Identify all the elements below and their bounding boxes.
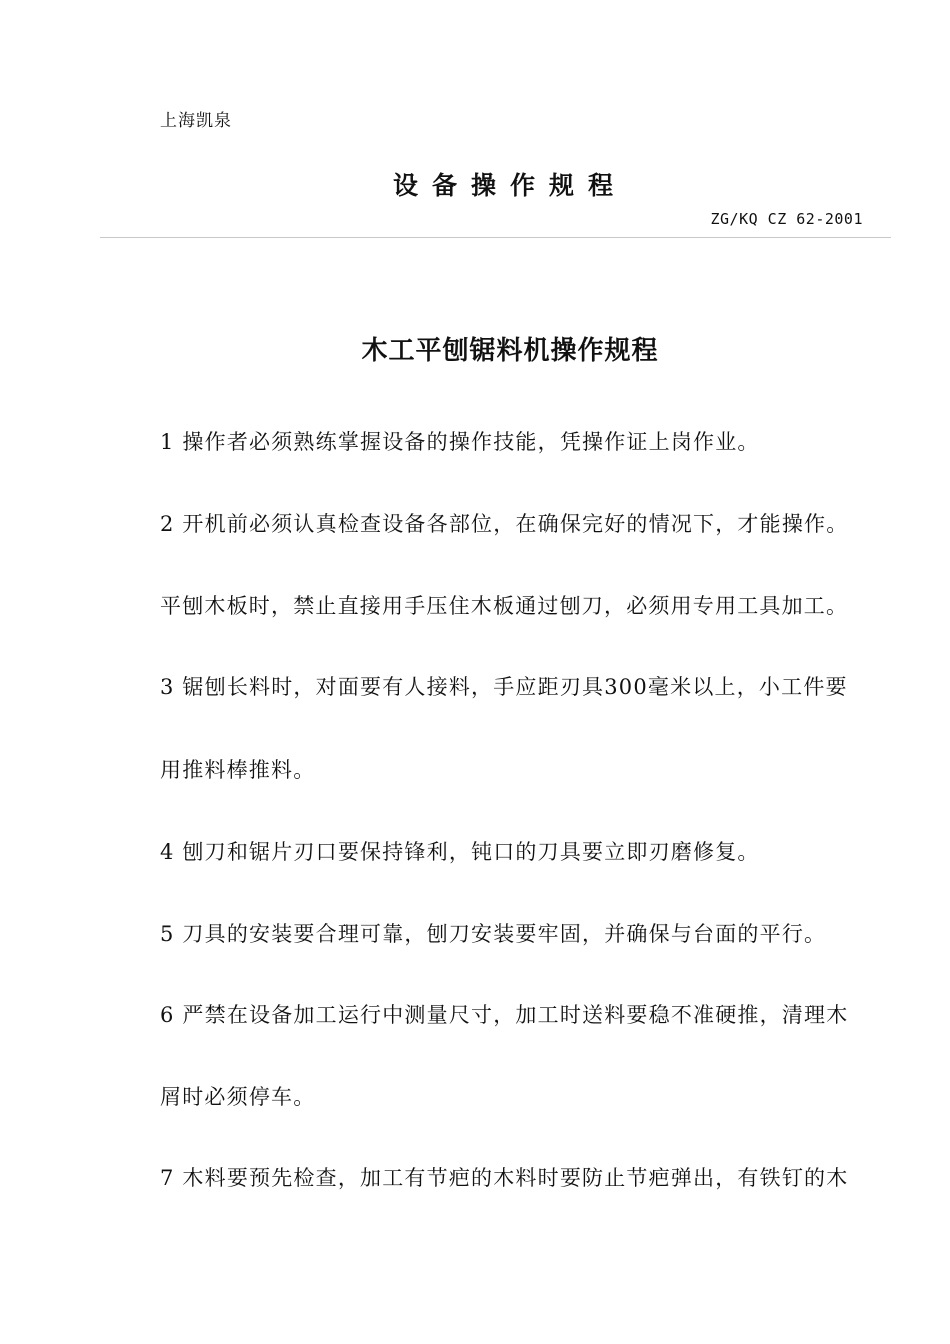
paragraph-line: 4 刨刀和锯片刃口要保持锋利，钝口的刀具要立即刃磨修复。 [160,840,760,864]
company-name: 上海凯泉 [160,111,232,131]
paragraph-line: 6 严禁在设备加工运行中测量尺寸，加工时送料要稳不准硬推，清理木 [160,1003,849,1027]
document-title: 木工平刨锯料机操作规程 [361,336,659,366]
paragraph-line: 用推料棒推料。 [160,758,316,782]
paragraph-line: 平刨木板时，禁止直接用手压住木板通过刨刀，必须用专用工具加工。 [160,594,849,618]
paragraph-line: 3 锯刨长料时，对面要有人接料，手应距刃具300毫米以上，小工件要 [160,675,848,699]
document-code: ZG/KQ CZ 62-2001 [710,210,863,228]
paragraph-line: 2 开机前必须认真检查设备各部位，在确保完好的情况下，才能操作。 [160,512,849,536]
paragraph-line: 屑时必须停车。 [160,1085,316,1109]
header-title: 设备操作规程 [392,171,627,200]
header-divider [100,237,891,238]
paragraph-line: 5 刀具的安装要合理可靠，刨刀安装要牢固，并确保与台面的平行。 [160,922,827,946]
paragraph-line: 7 木料要预先检查，加工有节疤的木料时要防止节疤弹出，有铁钉的木 [160,1166,849,1190]
paragraph-line: 1 操作者必须熟练掌握设备的操作技能，凭操作证上岗作业。 [160,430,760,454]
